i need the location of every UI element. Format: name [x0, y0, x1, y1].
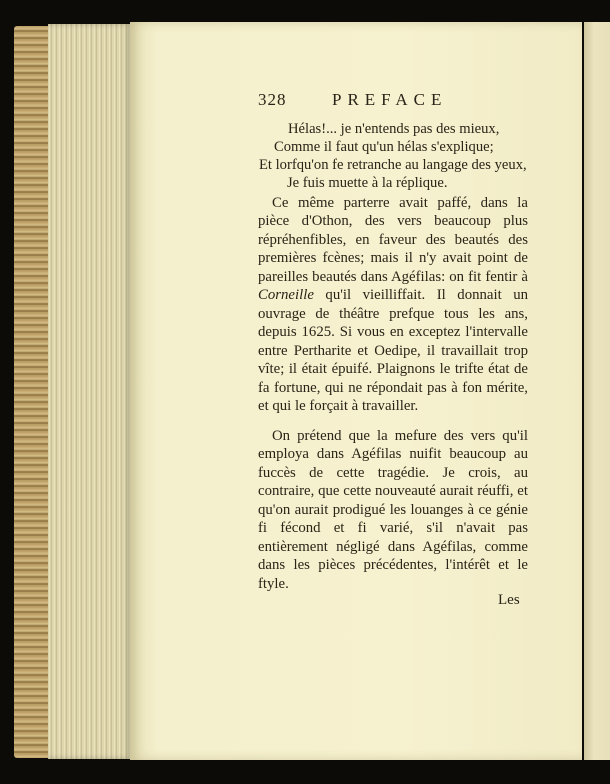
page-header	[258, 90, 528, 112]
book-spine-edge	[14, 26, 50, 758]
verse-line-3: Et lorfqu'on fe retranche au langage des yeux,	[259, 157, 527, 173]
paragraph-1-italic-name: Corneille	[258, 287, 314, 304]
paragraph-2-text: On prétend que la mefure des vers qu'il employa dans Agéfilas nuifit beaucoup au fuccès de cette tragédie. Je crois, au contraire, que cette nouveauté aurait réuffi, et qu'on aurait prodigué les louanges à ce génie fi fécond et fi varié, s'il n'avait pas entièrement négligé dans Agéfilas, comme dans les pièces précédentes, l'intérêt et le ftyle.	[258, 428, 528, 592]
paragraph-1	[258, 194, 528, 415]
verse-line-4: Je fuis muette à la réplique.	[287, 175, 448, 191]
paragraph-2	[258, 427, 528, 593]
paragraph-1-text-a: Ce même parterre avait paffé, dans la pièce d'Othon, des vers beaucoup plus répréhenfibles, en faveur des beautés des premières fcènes; mais il n'y avait point de pareilles beautés dans Agéfilas: on fit fentir à	[258, 195, 528, 285]
running-title: PREFACE	[332, 90, 448, 109]
paragraph-1-text-b: qu'il vieilliffait. Il donnait un ouvrage de théâtre prefque tous les ans, depuis 1625. Si vous en exceptez l'intervalle entre Pertharite et Oedipe, il travaillait trop vîte; il était épuifé. Plaignons le trifte état de fa fortune, qui ne répondait pas à fon mérite, et qui le forçait à travailler.	[258, 287, 528, 414]
catchword: Les	[498, 592, 520, 608]
verse-line-1: Hélas!... je n'entends pas des mieux,	[288, 121, 500, 137]
facing-page-edge	[584, 22, 610, 760]
page-stack-edge	[48, 24, 132, 759]
verse-line-2: Comme il faut qu'un hélas s'explique;	[274, 139, 494, 155]
page-number: 328	[258, 90, 287, 109]
